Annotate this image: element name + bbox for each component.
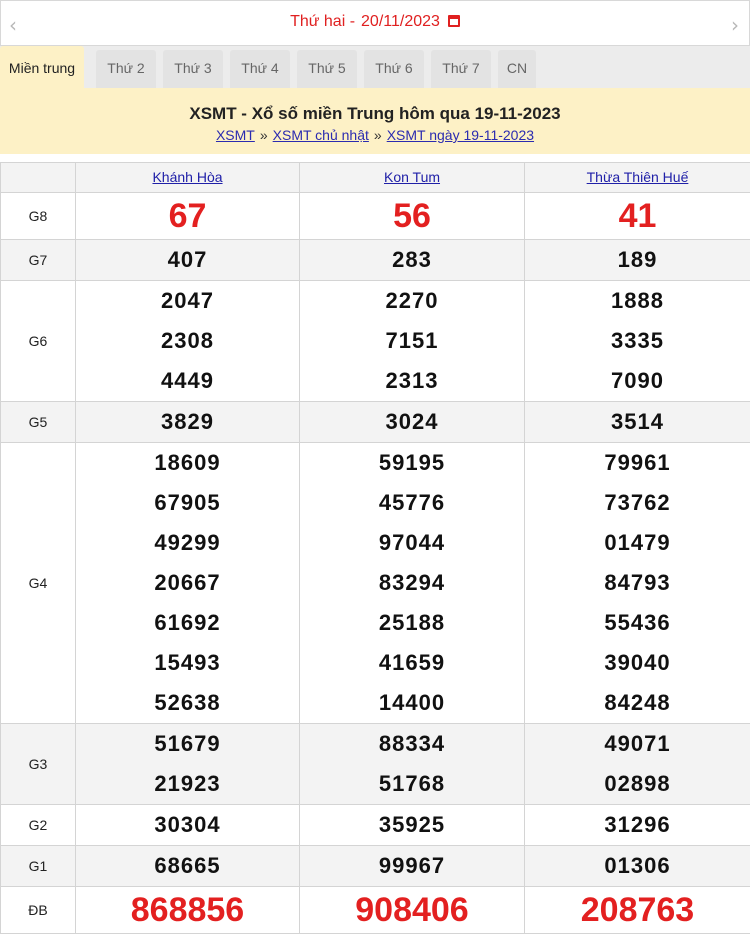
prize-number: 189	[617, 247, 658, 272]
prize-number: 30304	[154, 812, 221, 837]
tab-cn[interactable]: CN	[498, 50, 536, 88]
province-thua-thien-hue-link[interactable]: Thừa Thiên Huế	[586, 168, 689, 185]
chevron-right-icon[interactable]: ›	[731, 13, 739, 37]
prize-cell	[525, 240, 750, 281]
prize-cell	[300, 443, 525, 724]
prize-cell	[300, 240, 525, 281]
province-kon-tum-link[interactable]: Kon Tum	[383, 168, 441, 185]
prize-cell	[76, 193, 300, 240]
prize-number: 25188	[378, 610, 446, 635]
prize-number: 73762	[604, 490, 671, 515]
prize-number: 14400	[378, 690, 446, 715]
prize-number: 7151	[385, 328, 439, 353]
prize-number: 208763	[580, 891, 695, 929]
prize-label: ĐB	[1, 887, 76, 934]
prize-cell	[300, 805, 525, 846]
prize-number: 67	[168, 197, 207, 235]
prize-number: 45776	[378, 490, 446, 515]
prize-body	[1, 193, 750, 934]
prize-number: 18609	[154, 450, 221, 475]
prize-row	[1, 402, 750, 443]
chevron-left-icon[interactable]: ‹	[9, 13, 17, 37]
prize-row	[1, 846, 750, 887]
prize-number: 02898	[604, 771, 671, 796]
date-display[interactable]	[1, 13, 749, 31]
tab-thu-6[interactable]: Thứ 6	[364, 50, 424, 88]
prize-label: G7	[1, 240, 76, 281]
prize-cell	[525, 193, 750, 240]
day-tabs	[0, 46, 750, 88]
prize-cell	[525, 402, 750, 443]
prize-label: G5	[1, 402, 76, 443]
prize-row	[1, 443, 750, 724]
prize-cell	[76, 887, 300, 934]
prize-number: 51768	[378, 771, 446, 796]
prize-number: 61692	[154, 610, 221, 635]
prize-label: G1	[1, 846, 76, 887]
prize-number: 56	[393, 197, 431, 235]
tab-mien-trung[interactable]: Miền trung	[0, 46, 84, 88]
prize-cell	[525, 805, 750, 846]
prize-number: 35925	[378, 812, 446, 837]
prize-number: 41659	[378, 650, 446, 675]
prize-label: G2	[1, 805, 76, 846]
calendar-icon[interactable]	[448, 15, 460, 27]
prize-number: 2308	[161, 328, 214, 353]
prize-cell	[525, 846, 750, 887]
prize-cell	[525, 724, 750, 805]
prize-cell	[525, 887, 750, 934]
prize-label: G6	[1, 281, 76, 402]
prize-number: 52638	[154, 690, 221, 715]
results-header	[0, 88, 750, 154]
prize-number: 84248	[604, 690, 671, 715]
prize-number: 67905	[154, 490, 221, 515]
prize-number: 2313	[385, 368, 439, 393]
prize-number: 3829	[161, 409, 214, 434]
prize-number: 3024	[385, 409, 439, 434]
prize-number: 55436	[604, 610, 671, 635]
tab-thu-4[interactable]: Thứ 4	[230, 50, 290, 88]
tab-thu-3[interactable]: Thứ 3	[163, 50, 223, 88]
prize-header-cell	[1, 163, 76, 193]
province-header	[525, 163, 750, 193]
prize-number: 3514	[611, 409, 664, 434]
prize-number: 49071	[604, 731, 671, 756]
prize-number: 868856	[130, 891, 245, 929]
breadcrumb-xsmt-link[interactable]: XSMT	[215, 127, 255, 143]
prize-row	[1, 240, 750, 281]
prize-cell	[76, 846, 300, 887]
prize-number: 01479	[604, 530, 671, 555]
prize-number: 908406	[355, 891, 469, 929]
prize-label: G4	[1, 443, 76, 724]
prize-cell	[76, 240, 300, 281]
prize-number: 20667	[154, 570, 221, 595]
province-header-row	[1, 163, 750, 193]
prize-number: 41	[618, 197, 657, 235]
prize-cell	[300, 193, 525, 240]
prize-cell	[76, 281, 300, 402]
prize-number: 4449	[161, 368, 214, 393]
prize-cell	[76, 402, 300, 443]
prize-label: G8	[1, 193, 76, 240]
prize-number: 2270	[385, 288, 439, 313]
prize-number: 2047	[161, 288, 214, 313]
prize-number: 51679	[154, 731, 221, 756]
prize-cell	[300, 281, 525, 402]
prize-number: 68665	[154, 853, 221, 878]
weekday-label: Thứ hai -	[290, 13, 356, 30]
prize-cell	[76, 805, 300, 846]
prize-number: 83294	[378, 570, 446, 595]
prize-number: 99967	[378, 853, 446, 878]
date-bar	[0, 0, 750, 46]
prize-row	[1, 281, 750, 402]
prize-number: 49299	[154, 530, 221, 555]
prize-row	[1, 193, 750, 240]
prize-number: 21923	[154, 771, 221, 796]
prize-cell	[76, 443, 300, 724]
prize-number: 79961	[604, 450, 671, 475]
prize-number: 1888	[611, 288, 664, 313]
date-label: 20/11/2023	[361, 13, 440, 30]
prize-cell	[300, 846, 525, 887]
prize-number: 97044	[378, 530, 446, 555]
prize-number: 88334	[378, 731, 446, 756]
prize-number: 01306	[604, 853, 671, 878]
prize-cell	[76, 724, 300, 805]
prize-number: 15493	[154, 650, 221, 675]
tab-thu-7[interactable]: Thứ 7	[431, 50, 491, 88]
prize-row	[1, 887, 750, 934]
prize-cell	[300, 402, 525, 443]
prize-number: 39040	[604, 650, 671, 675]
prize-number: 283	[392, 247, 432, 272]
breadcrumb-sunday-link[interactable]: XSMT chủ nhật	[272, 127, 369, 143]
tab-thu-2[interactable]: Thứ 2	[96, 50, 156, 88]
prize-number: 31296	[604, 812, 671, 837]
prize-row	[1, 805, 750, 846]
prize-label: G3	[1, 724, 76, 805]
prize-number: 3335	[611, 328, 664, 353]
prize-cell	[525, 281, 750, 402]
province-khanh-hoa-link[interactable]: Khánh Hòa	[152, 168, 223, 185]
breadcrumb	[0, 127, 750, 143]
prize-number: 407	[167, 247, 208, 272]
results-table	[0, 162, 750, 934]
prize-number: 7090	[611, 368, 664, 393]
breadcrumb-date-link[interactable]: XSMT ngày 19-11-2023	[386, 127, 535, 143]
page-title: XSMT - Xổ số miền Trung hôm qua 19-11-2023	[189, 104, 561, 123]
tab-thu-5[interactable]: Thứ 5	[297, 50, 357, 88]
prize-cell	[300, 887, 525, 934]
breadcrumb-separator: »	[373, 127, 382, 143]
prize-cell	[525, 443, 750, 724]
prize-number: 84793	[604, 570, 671, 595]
prize-cell	[300, 724, 525, 805]
prize-row	[1, 724, 750, 805]
breadcrumb-separator: »	[259, 127, 268, 143]
province-header	[300, 163, 525, 193]
province-header	[76, 163, 300, 193]
prize-number: 59195	[378, 450, 446, 475]
